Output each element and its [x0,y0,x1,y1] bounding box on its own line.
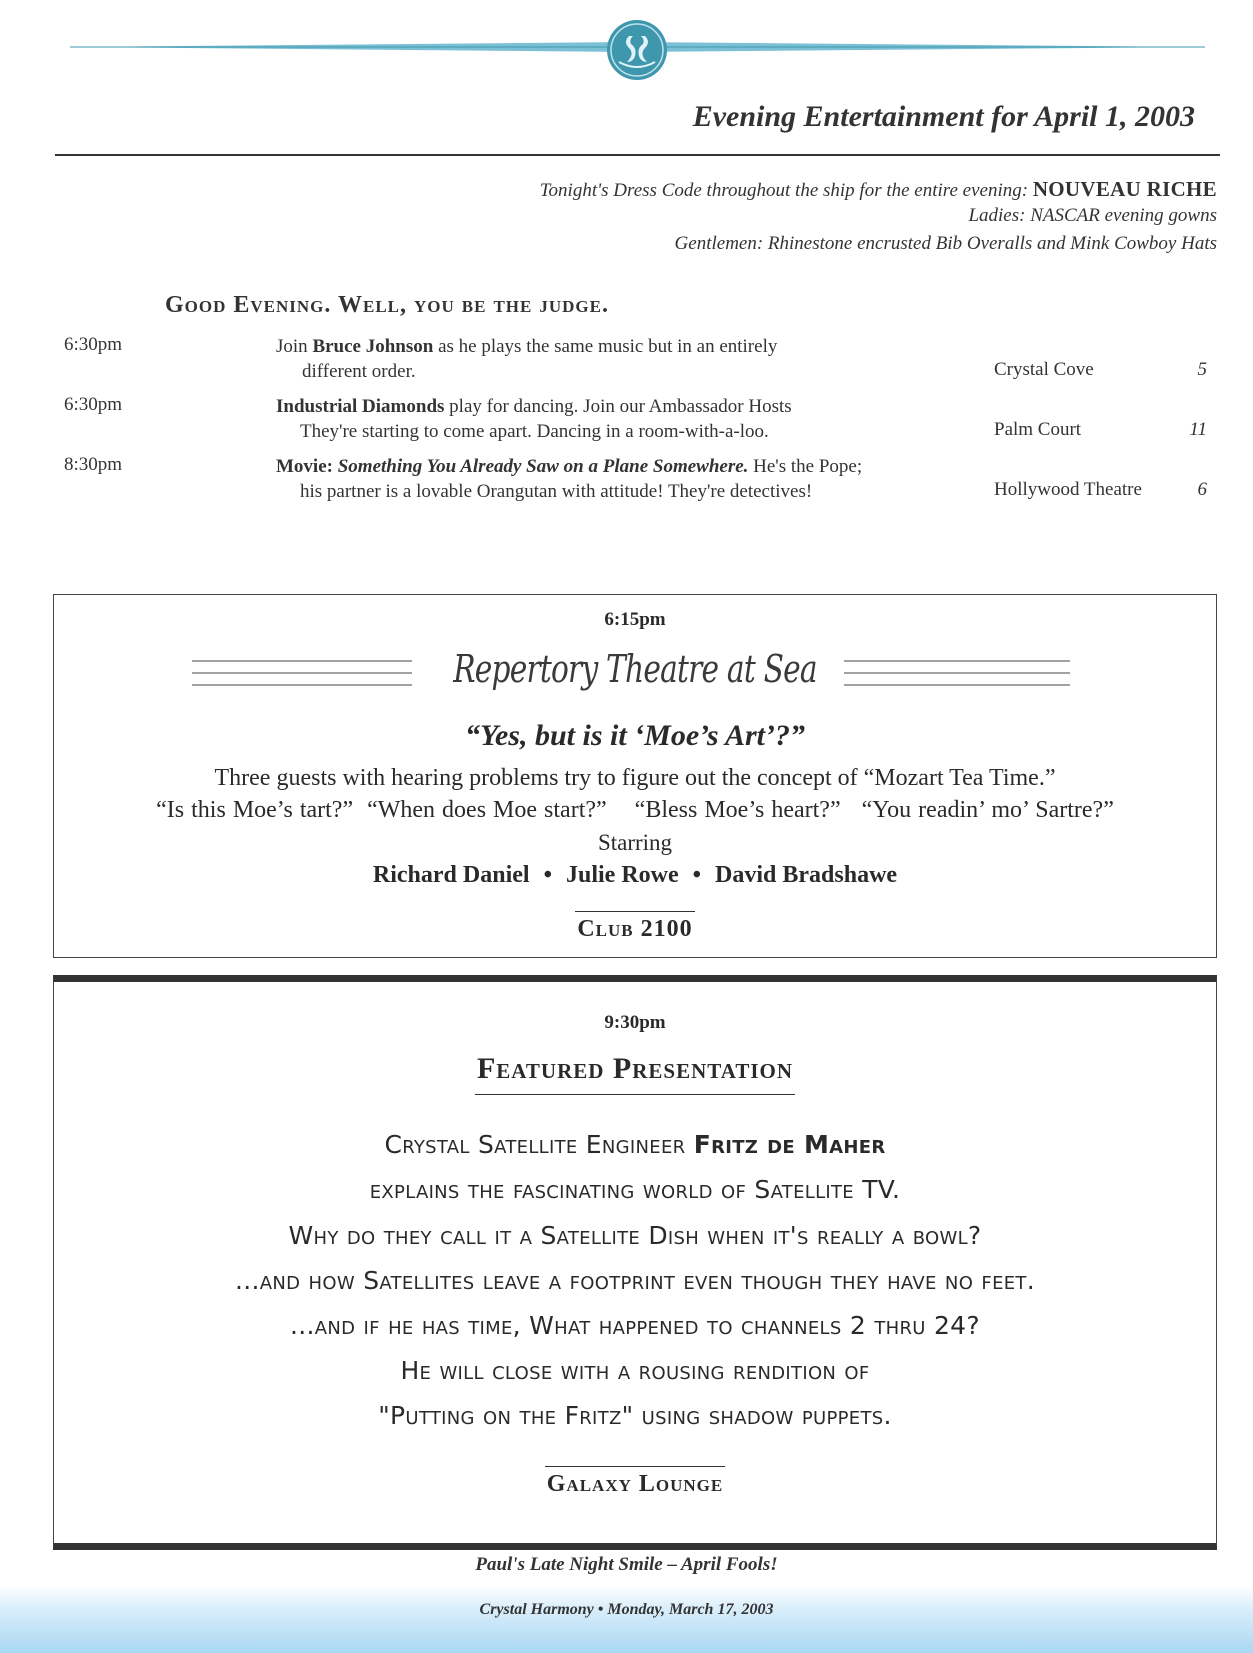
schedule-venue: Crystal Cove [994,359,1094,380]
desc-line2: different order. [302,361,416,382]
venue-name: Galaxy Lounge [545,1466,725,1498]
bullet-separator: • [543,862,552,888]
schedule-deck: 6 [1197,479,1207,500]
featured-line: He will close with a rousing rendition of [400,1356,870,1385]
page-title: Evening Entertainment for April 1, 2003 [692,100,1195,133]
featured-line: explains the fascinating world of Satellite TV. [369,1175,901,1204]
featured-heading [54,1052,1216,1095]
title-divider [55,154,1220,156]
starring-label: Starring [597,830,673,855]
desc-text: He's the Pope; [748,456,863,477]
featured-line: ...and how Satellites leave a footprint even though they have no feet. [235,1266,1035,1295]
desc-line2: his partner is a lovable Orangutan with attitude! They're detectives! [300,481,813,502]
featured-text: Crystal Satellite Engineer [384,1130,694,1159]
venue-name: Club 2100 [575,911,694,943]
seahorse-emblem-icon [605,18,669,82]
performer-name: Bruce Johnson [312,336,434,357]
featured-line: ...and if he has time, What happened to channels 2 thru 24? [290,1311,980,1340]
dress-code-line [540,177,1217,202]
movie-title: Something You Already Saw on a Plane Somewhere. [337,456,749,477]
schedule-deck: 11 [1189,419,1207,440]
presenter-name: Fritz de Maher [693,1130,886,1159]
schedule-time: 6:30pm [64,334,123,355]
play-description-quotes: “Is this Moe’s tart?” “When does Moe start?” “Bless Moe’s heart?” “You readin’ mo’ Sartre?” [156,797,1114,823]
desc-text: play for dancing. Join our Ambassador Hosts [444,396,792,417]
schedule-description [276,454,862,504]
cast-list [54,862,1216,889]
desc-text: as he plays the same music but in an entirely [433,336,778,357]
late-night-smile: Paul's Late Night Smile – April Fools! [475,1554,778,1575]
schedule-time: 6:30pm [64,394,123,415]
featured-line: "Putting on the Fritz" using shadow puppets. [378,1401,892,1430]
cast-member: David Bradshawe [715,862,898,888]
repertory-theatre-name: Repertory Theatre at Sea [453,647,817,691]
event-time: 9:30pm [604,1012,666,1033]
play-title: “Yes, but is it ‘Moe’s Art’?” [464,719,805,752]
repertory-theatre-box [53,594,1217,958]
featured-line [54,1130,1216,1159]
footer-ship-date: Crystal Harmony • Monday, March 17, 2003 [479,1601,774,1618]
featured-heading-text: Featured Presentation [475,1052,795,1095]
featured-presentation-box [53,975,1217,1550]
schedule-venue: Hollywood Theatre [994,479,1142,500]
event-time: 6:15pm [604,609,666,630]
schedule-venue: Palm Court [994,419,1082,440]
bullet-separator: • [692,862,702,888]
schedule-description [276,394,792,444]
dress-code-prefix: Tonight's Dress Code throughout the ship for the entire evening: [539,180,1033,201]
event-venue [54,911,1216,943]
cast-member: Julie Rowe [565,862,679,888]
schedule-time: 8:30pm [64,454,123,475]
cast-member: Richard Daniel [372,862,530,888]
performer-name: Industrial Diamonds [276,396,445,417]
footer-band [0,1585,1253,1653]
dress-code-gentlemen: Gentlemen: Rhinestone encrusted Bib Overalls and Mink Cowboy Hats [674,233,1217,254]
greeting-heading: Good Evening. Well, you be the judge. [165,292,609,318]
schedule-description [276,334,777,384]
desc-line2: They're starting to come apart. Dancing in a room-with-a-loo. [300,421,769,442]
dress-code-ladies: Ladies: NASCAR evening gowns [968,205,1217,226]
dress-code-value: NOUVEAU RICHE [1032,177,1217,201]
event-venue [54,1466,1216,1498]
play-description: Three guests with hearing problems try to figure out the concept of “Mozart Tea Time.” [214,765,1056,791]
movie-label: Movie: [276,456,338,477]
featured-line: Why do they call it a Satellite Dish when it's really a bowl? [288,1221,982,1250]
schedule-deck: 5 [1197,359,1207,380]
desc-text: Join [276,336,313,357]
